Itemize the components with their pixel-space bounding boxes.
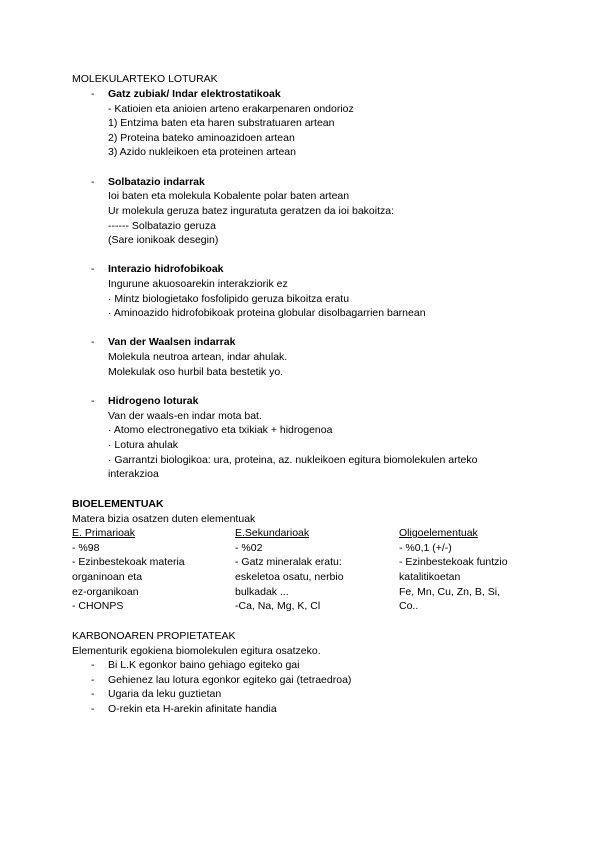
bio-column-line: organinoan eta — [72, 571, 143, 583]
list-bullet: - — [91, 263, 95, 275]
bio-intro: Matera bizia osatzen duten elementuak — [72, 513, 256, 525]
section-line: 3) Azido nukleikoen eta proteinen artean — [108, 146, 296, 158]
section-line: - Katioien eta anioien arteno erakarpenaren ondorioz — [108, 103, 354, 115]
bio-column-line: - Ezinbestekoak materia — [72, 556, 185, 568]
section-line: · Atomo electronegativo eta txikiak + hidrogenoa — [108, 424, 333, 436]
section-line: Ioi baten eta molekula Kobalente polar baten artean — [108, 190, 350, 202]
section-line: ------ Solbatazio geruza — [108, 220, 216, 232]
bio-column-line: - %02 — [235, 542, 263, 554]
section-line: · Mintz biologietako fosfolipido geruza bikoitza eratu — [108, 293, 350, 305]
list-bullet: - — [91, 688, 95, 700]
bio-column-line: - Ezinbestekoak funtzio — [399, 556, 508, 568]
bio-column-header: E.Sekundarioak — [235, 527, 310, 539]
list-bullet: - — [91, 674, 95, 686]
bio-column-header: Oligoelementuak — [399, 527, 478, 539]
list-bullet: - — [91, 659, 95, 671]
section-line: 1) Entzima baten eta haren substratuaren artean — [108, 117, 335, 129]
bio-column-line: - CHONPS — [72, 600, 124, 612]
section-heading: Solbatazio indarrak — [108, 176, 205, 188]
bio-column-line: - %0,1 (+/-) — [399, 542, 452, 554]
list-bullet: - — [91, 176, 95, 188]
bio-column-line: Co.. — [399, 600, 419, 612]
bio-column-line: eskeletoa osatu, nerbio — [235, 571, 344, 583]
section-line: Molekula neutroa artean, indar ahulak. — [108, 351, 288, 363]
bio-column-line: -Ca, Na, Mg, K, Cl — [235, 600, 321, 612]
section-line: (Sare ionikoak desegin) — [108, 234, 219, 246]
bio-heading: BIOELEMENTUAK — [72, 498, 164, 510]
section-line: Molekulak oso hurbil bata bestetik yo. — [108, 366, 284, 378]
carbon-item: Ugaria da leku guztietan — [108, 688, 222, 700]
bio-column-header: E. Primarioak — [72, 527, 136, 539]
bio-column-line: bulkadak ... — [235, 586, 289, 598]
carbon-item: Bi L.K egonkor baino gehiago egiteko gai — [108, 659, 300, 671]
section-line: 2) Proteina bateko aminoazidoen artean — [108, 132, 295, 144]
bio-column-line: - Gatz mineralak eratu: — [235, 556, 342, 568]
list-bullet: - — [91, 395, 95, 407]
page-title: MOLEKULARTEKO LOTURAK — [72, 73, 218, 85]
list-bullet: - — [91, 336, 95, 348]
section-line: · Aminoazido hidrofobikoak proteina globular disolbagarrien barnean — [108, 307, 426, 319]
carbon-intro: Elementurik egokiena biomolekulen egitura osatzeko. — [72, 645, 321, 657]
bio-column-line: Fe, Mn, Cu, Zn, B, Si, — [399, 586, 500, 598]
carbon-heading: KARBONOAREN PROPIETATEAK — [72, 630, 236, 642]
carbon-item: Gehienez lau lotura egonkor egiteko gai (tetraedroa) — [108, 674, 352, 686]
section-line: · Lotura ahulak — [108, 439, 179, 451]
section-line: Ingurune akuosoarekin interakziorik ez — [108, 278, 288, 290]
section-heading: Interazio hidrofobikoak — [108, 263, 224, 275]
section-heading: Van der Waalsen indarrak — [108, 336, 236, 348]
list-bullet: - — [91, 703, 95, 715]
section-heading: Hidrogeno loturak — [108, 395, 199, 407]
section-line: interakzioa — [108, 468, 159, 480]
section-line: Van der waals-en indar mota bat. — [108, 410, 262, 422]
list-bullet: - — [91, 88, 95, 100]
bio-column-line: - %98 — [72, 542, 100, 554]
bio-column-line: katalitikoetan — [399, 571, 461, 583]
section-line: · Garrantzi biologikoa: ura, proteina, az. nukleikoen egitura biomolekulen arteko — [108, 454, 478, 466]
section-heading: Gatz zubiak/ Indar elektrostatikoak — [108, 88, 281, 100]
section-line: Ur molekula geruza batez inguratuta geratzen da ioi bakoitza: — [108, 205, 395, 217]
bio-column-line: ez-organikoan — [72, 586, 139, 598]
carbon-item: O-rekin eta H-arekin afinitate handia — [108, 703, 277, 715]
